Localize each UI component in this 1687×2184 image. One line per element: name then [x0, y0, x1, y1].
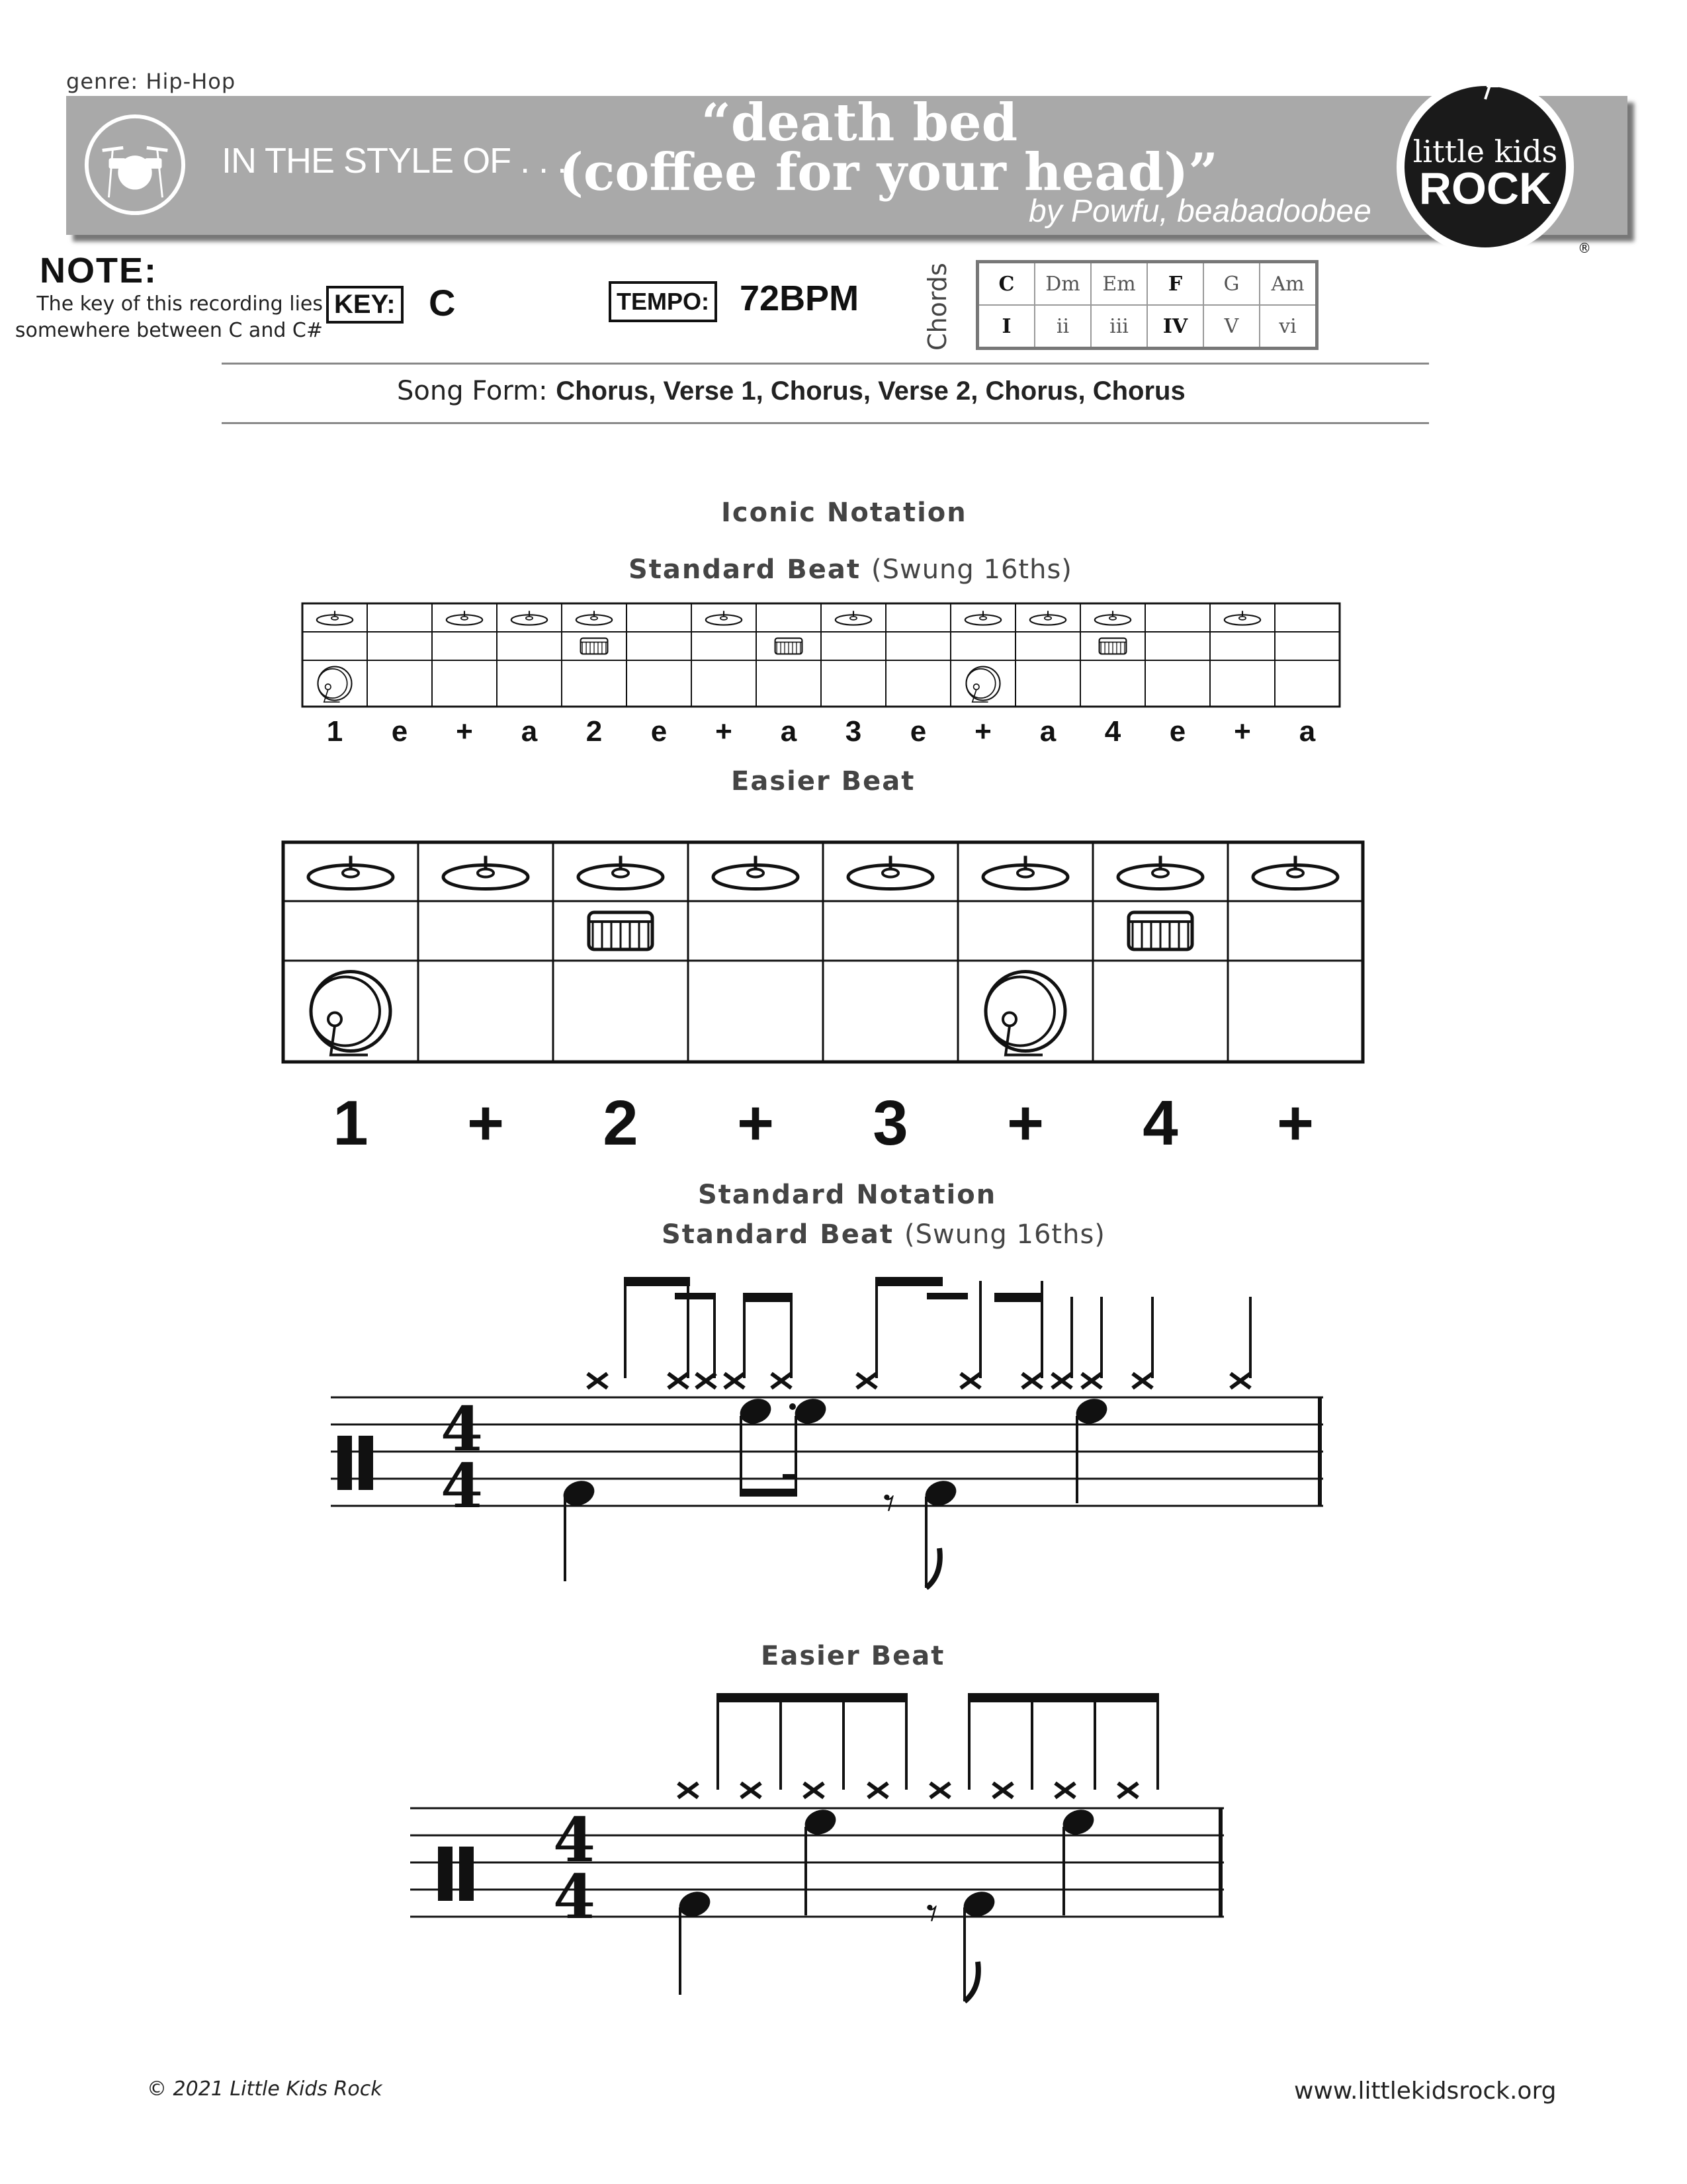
notation-standard-beat-title: Standard Beat [662, 1219, 894, 1250]
beat-count: 4 [1104, 715, 1121, 748]
drum-kit-icon [83, 112, 187, 217]
hihat-cymbal-icon [1030, 611, 1066, 625]
svg-text:4: 4 [552, 1804, 596, 1876]
standard-beat-staff [324, 1257, 1343, 1628]
note-heading: NOTE: [40, 251, 157, 290]
copyright: © 2021 Little Kids Rock [147, 2077, 382, 2101]
beat-count: + [466, 1088, 505, 1151]
bass-drum-icon [311, 972, 390, 1055]
divider [222, 422, 1429, 424]
song-title-line2: (coffee for your head)” [559, 142, 1219, 202]
numeral-cell: iii [1091, 305, 1147, 349]
chords-label: Chords [923, 263, 952, 351]
website-link[interactable]: www.littlekidsrock.org [1294, 2077, 1557, 2105]
style-of-label: IN THE STYLE OF . . . [222, 141, 567, 181]
chord-numerals-row [978, 305, 1317, 349]
snare-drum-icon [775, 638, 802, 654]
iconic-standard-title [628, 554, 1072, 585]
chord-cell: F [1147, 262, 1203, 306]
beat-count: 1 [333, 1088, 368, 1151]
beams [716, 1693, 1159, 1702]
hihat-cymbal-icon [447, 611, 482, 625]
beat-count: e [1169, 715, 1186, 748]
chord-cell: Am [1260, 262, 1317, 306]
beat-count: + [1006, 1088, 1045, 1151]
beat-count: 4 [1143, 1088, 1178, 1151]
chord-names-row [978, 262, 1317, 306]
hihat-cymbal-icon [443, 856, 528, 889]
numeral-cell: ii [1035, 305, 1091, 349]
beat-count: + [974, 715, 992, 748]
song-form-value: Chorus, Verse 1, Chorus, Verse 2, Chorus, Chorus [556, 376, 1186, 406]
hihat-cymbal-icon [965, 611, 1001, 625]
hihat-cymbal-icon [1225, 611, 1260, 625]
beat-count: a [780, 715, 797, 748]
time-signature [553, 1804, 595, 1933]
beat-count: a [521, 715, 538, 748]
beat-count: + [456, 715, 473, 748]
hihat-cymbal-icon [836, 611, 871, 625]
svg-text:®: ® [1578, 240, 1591, 256]
numeral-cell: V [1203, 305, 1260, 349]
beat-count: 2 [585, 715, 603, 748]
chord-cell: G [1203, 262, 1260, 306]
svg-text:4: 4 [440, 1450, 484, 1522]
snare-drum-icon [589, 912, 652, 949]
key-label: KEY: [326, 286, 404, 324]
beat-count: + [1234, 715, 1251, 748]
hihat-cymbal-icon [576, 611, 612, 625]
percussion-clef-icon [337, 1436, 373, 1490]
beat-count: e [910, 715, 927, 748]
hihat-cymbal-icon [578, 856, 663, 889]
beat-count: 2 [603, 1088, 638, 1151]
song-form-label: Song Form: [397, 376, 548, 406]
beat-count: 1 [326, 715, 343, 748]
beat-count: a [1039, 715, 1057, 748]
numeral-cell: I [978, 305, 1035, 349]
hihat-cymbal-icon [706, 611, 742, 625]
chord-cell: C [978, 262, 1035, 306]
note-line-1: The key of this recording lies [36, 292, 323, 316]
standard-beat-grid [301, 602, 1346, 754]
beat-count: + [736, 1088, 775, 1151]
bass-drum-icon [318, 667, 352, 703]
hihat-cymbal-icon [1095, 611, 1131, 625]
beat-count: 3 [845, 715, 862, 748]
hihat-cymbal-icon [511, 611, 547, 625]
time-signature [441, 1393, 483, 1522]
key-value: C [429, 282, 456, 324]
snare-drum-icon [1100, 638, 1127, 654]
notation-easier-title: Easier Beat [761, 1641, 945, 1671]
artist-credit: by Powfu, beabadoobee [1029, 194, 1371, 229]
hihat-cymbal-icon [1118, 856, 1203, 889]
song-title-line1: “death bed [701, 93, 1018, 153]
snare-drum-icon [1129, 912, 1192, 949]
svg-text:4: 4 [552, 1861, 596, 1933]
svg-text:4: 4 [440, 1393, 484, 1465]
divider [222, 363, 1429, 365]
song-form [397, 376, 1186, 406]
beat-count: + [1276, 1088, 1315, 1151]
note-text [12, 291, 323, 344]
genre-label: genre: Hip-Hop [66, 69, 236, 94]
easier-beat-staff [404, 1677, 1244, 2054]
svg-text:ROCK: ROCK [1418, 163, 1552, 214]
iconic-easier-title: Easier Beat [731, 766, 916, 797]
iconic-notation-heading: Iconic Notation [721, 498, 967, 528]
hihat-cymbal-icon [317, 611, 353, 625]
hihat-cymbal-icon [308, 856, 393, 889]
tempo-value: 72BPM [740, 279, 859, 318]
snare-drum-icon [581, 638, 608, 654]
standard-beat-title: Standard Beat [628, 554, 861, 585]
hihat-cymbal-icon [848, 856, 933, 889]
chord-table [976, 260, 1319, 350]
beat-count: e [391, 715, 408, 748]
note-line-2: somewhere between C and C# [15, 319, 323, 342]
chord-cell: Em [1091, 262, 1147, 306]
numeral-cell: IV [1147, 305, 1203, 349]
beat-count: 3 [873, 1088, 908, 1151]
easier-beat-grid [281, 840, 1373, 1151]
little-kids-rock-logo [1386, 73, 1595, 261]
svg-text:little kids: little kids [1412, 134, 1558, 169]
hihat-cymbal-icon [1253, 856, 1338, 889]
notation-standard-title [662, 1219, 1105, 1250]
bass-drum-icon [986, 972, 1065, 1055]
percussion-clef-icon [438, 1847, 474, 1901]
tempo-label: TEMPO: [609, 281, 717, 322]
chord-cell: Dm [1035, 262, 1091, 306]
notation-standard-beat-subtitle: (Swung 16ths) [904, 1219, 1105, 1250]
beat-count: e [650, 715, 668, 748]
hihat-notes [678, 1783, 1138, 1798]
bass-drum-icon [967, 667, 1000, 703]
standard-notation-heading: Standard Notation [698, 1180, 997, 1210]
svg-text:𝄾: 𝄾 [883, 1477, 896, 1530]
svg-text:𝄾: 𝄾 [926, 1888, 939, 1940]
beat-count: a [1299, 715, 1316, 748]
hihat-cymbal-icon [713, 856, 798, 889]
beat-count: + [715, 715, 732, 748]
standard-beat-subtitle: (Swung 16ths) [871, 554, 1072, 585]
numeral-cell: vi [1260, 305, 1317, 349]
hihat-cymbal-icon [983, 856, 1068, 889]
